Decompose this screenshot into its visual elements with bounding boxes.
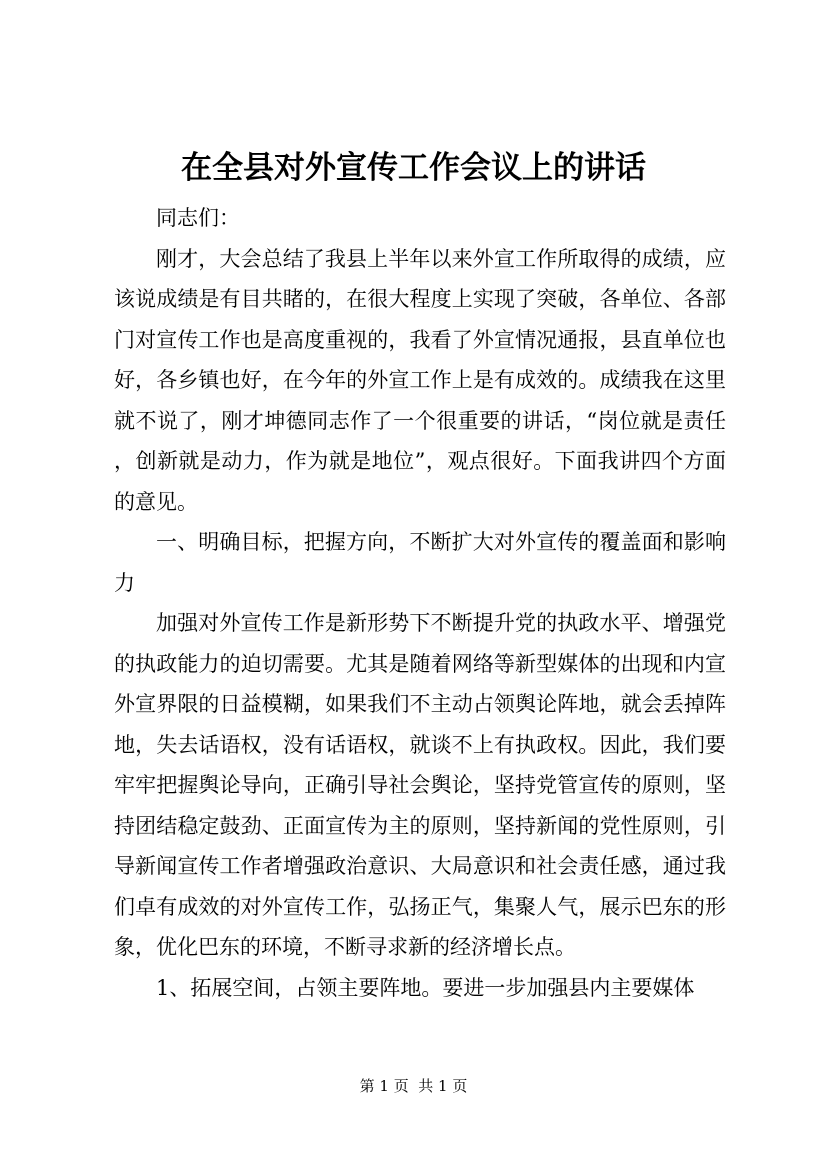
greeting-paragraph: 同志们： [156,206,240,230]
body-paragraph: 刚才，大会总结了我县上半年以来外宣工作所取得的成绩，应该说成绩是有目共睹的，在很大程度上实现了突破，各单位、各部门对宣传工作也是高度重视的，我看了外宣情况通报，县直单位也好，各乡镇也好，在今年的外宣工作上是有成效的。成绩我在这里就不说了，刚才坤德同志作了一个很重要的讲话，“岗位就是责任，创新就是动力，作为就是地位”，观点很好。下面我讲四个方面的意见。 [114,246,726,514]
document-title: 在全县对外宣传工作会议上的讲话 [181,150,646,186]
document-body [114,198,726,1008]
section-heading: 一、明确目标，把握方向，不断扩大对外宣传的覆盖面和影响力 [114,530,726,595]
page-number-label: 第 1 页 共 1 页 [359,1077,468,1095]
page-footer [0,1076,827,1096]
body-paragraph: 1、拓展空间，占领主要阵地。要进一步加强县内主要媒体 [156,975,695,1000]
body-paragraph: 加强对外宣传工作是新形势下不断提升党的执政水平、增强党的执政能力的迫切需要。尤其是随着网络等新型媒体的出现和内宣外宣界限的日益模糊，如果我们不主动占领舆论阵地，就会丢掉阵地，失去话语权，没有话语权，就谈不上有执政权。因此，我们要牢牢把握舆论导向，正确引导社会舆论，坚持党管宣传的原则，坚持团结稳定鼓劲、正面宣传为主的原则，坚持新闻的党性原则，引导新闻宣传工作者增强政治意识、大局意识和社会责任感，通过我们卓有成效的对外宣传工作，弘扬正气，集聚人气，展示巴东的形象，优化巴东的环境，不断寻求新的经济增长点。 [114,611,726,959]
